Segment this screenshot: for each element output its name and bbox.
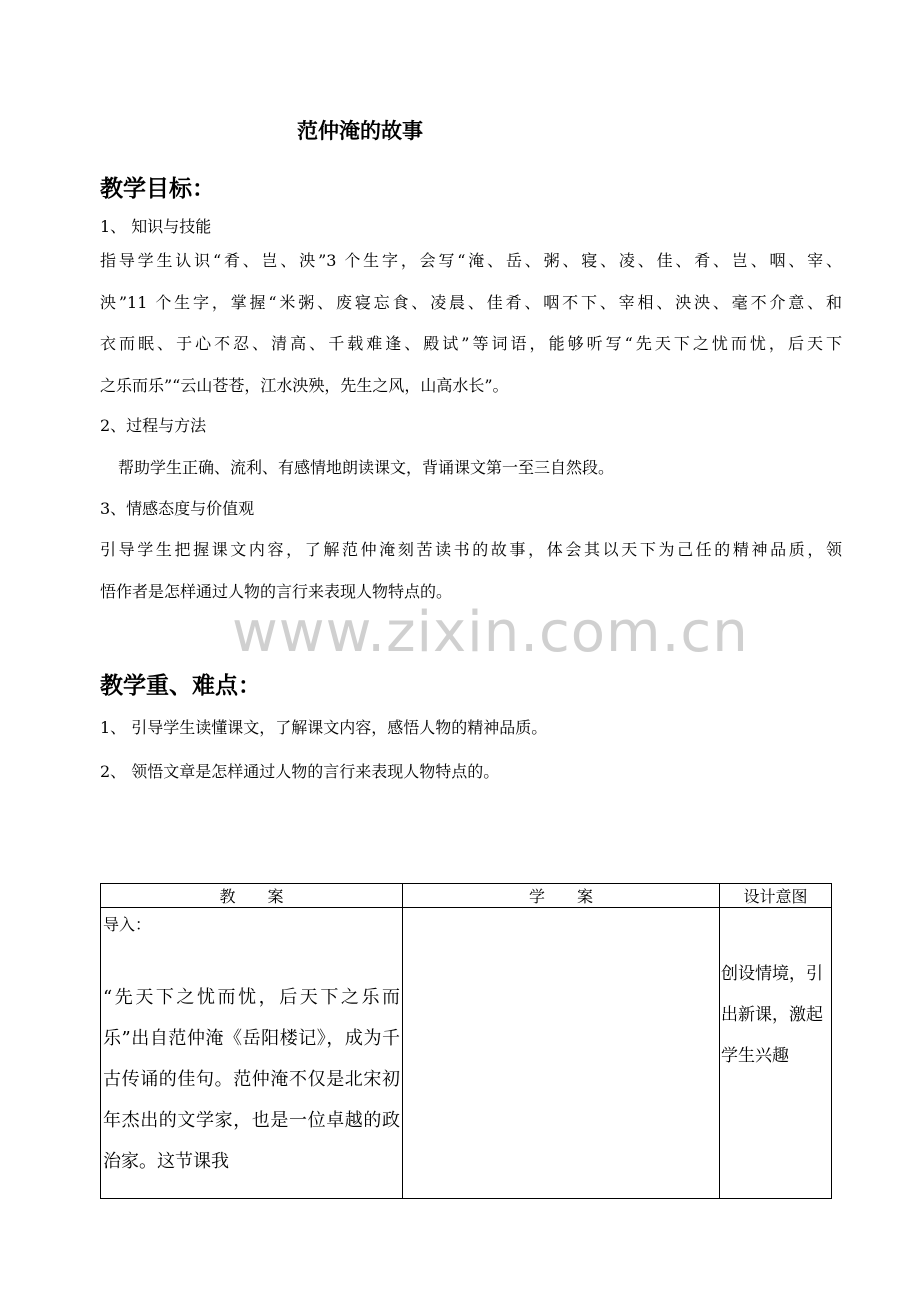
key-point-1: 1、 引导学生读懂课文，了解课文内容，感悟人物的精神品质。 bbox=[100, 718, 548, 737]
watermark: www.zixin.com.cn bbox=[232, 600, 749, 665]
learning-plan-cell bbox=[403, 908, 720, 1199]
header-learning-plan: 学 案 bbox=[403, 884, 720, 908]
design-intent-text: 创设情境，引出新课，激起学生兴趣 bbox=[721, 964, 823, 1066]
item1-line-1: 指导学生认识“肴、岂、泱”3 个生字，会写“淹、岳、粥、寝、凌、佳、肴、岂、咽、宰、 bbox=[100, 251, 842, 270]
item3-line-2: 悟作者是怎样通过人物的言行来表现人物特点的。 bbox=[100, 582, 453, 601]
item1-line-4: 之乐而乐”“云山苍苍，江水泱殃，先生之风，山高水长”。 bbox=[100, 376, 509, 395]
header-design-intent: 设计意图 bbox=[720, 884, 832, 908]
table-row bbox=[101, 908, 832, 1199]
page-title: 范仲淹的故事 bbox=[297, 119, 423, 143]
item1-heading: 1、 知识与技能 bbox=[100, 217, 212, 236]
lead-in-label: 导入： bbox=[103, 915, 152, 934]
lesson-plan-table bbox=[100, 883, 832, 1199]
table-header-row bbox=[101, 884, 832, 908]
section-heading-objectives: 教学目标： bbox=[100, 176, 215, 202]
item3-heading: 3、情感态度与价值观 bbox=[100, 499, 255, 518]
design-intent-cell bbox=[720, 908, 832, 1199]
item3-line-1: 引导学生把握课文内容，了解范仲淹刻苦读书的故事，体会其以天下为己任的精神品质，领 bbox=[100, 540, 842, 559]
header-teaching-plan: 教 案 bbox=[101, 884, 403, 908]
item2-text: 帮助学生正确、流利、有感情地朗读课文，背诵课文第一至三自然段。 bbox=[118, 458, 615, 477]
item1-line-2: 泱”11 个生字，掌握“米粥、废寝忘食、凌晨、佳肴、咽不下、宰相、泱泱、毫不介意、和 bbox=[100, 293, 842, 312]
key-point-2: 2、 领悟文章是怎样通过人物的言行来表现人物特点的。 bbox=[100, 762, 500, 781]
intro-text: “先天下之忧而忧，后天下之乐而乐”出自范仲淹《岳阳楼记》，成为千古传诵的佳句。范仲淹不仅是北宋初年杰出的文学家，也是一位卓越的政治家。这节课我 bbox=[103, 987, 400, 1172]
item2-heading: 2、过程与方法 bbox=[100, 416, 207, 435]
item1-line-3: 衣而眠、于心不忍、清高、千载难逢、殿试”等词语，能够听写“先天下之忧而忧，后天下 bbox=[100, 334, 842, 353]
section-heading-key-points: 教学重、难点： bbox=[100, 673, 261, 699]
teaching-plan-cell bbox=[101, 908, 403, 1199]
